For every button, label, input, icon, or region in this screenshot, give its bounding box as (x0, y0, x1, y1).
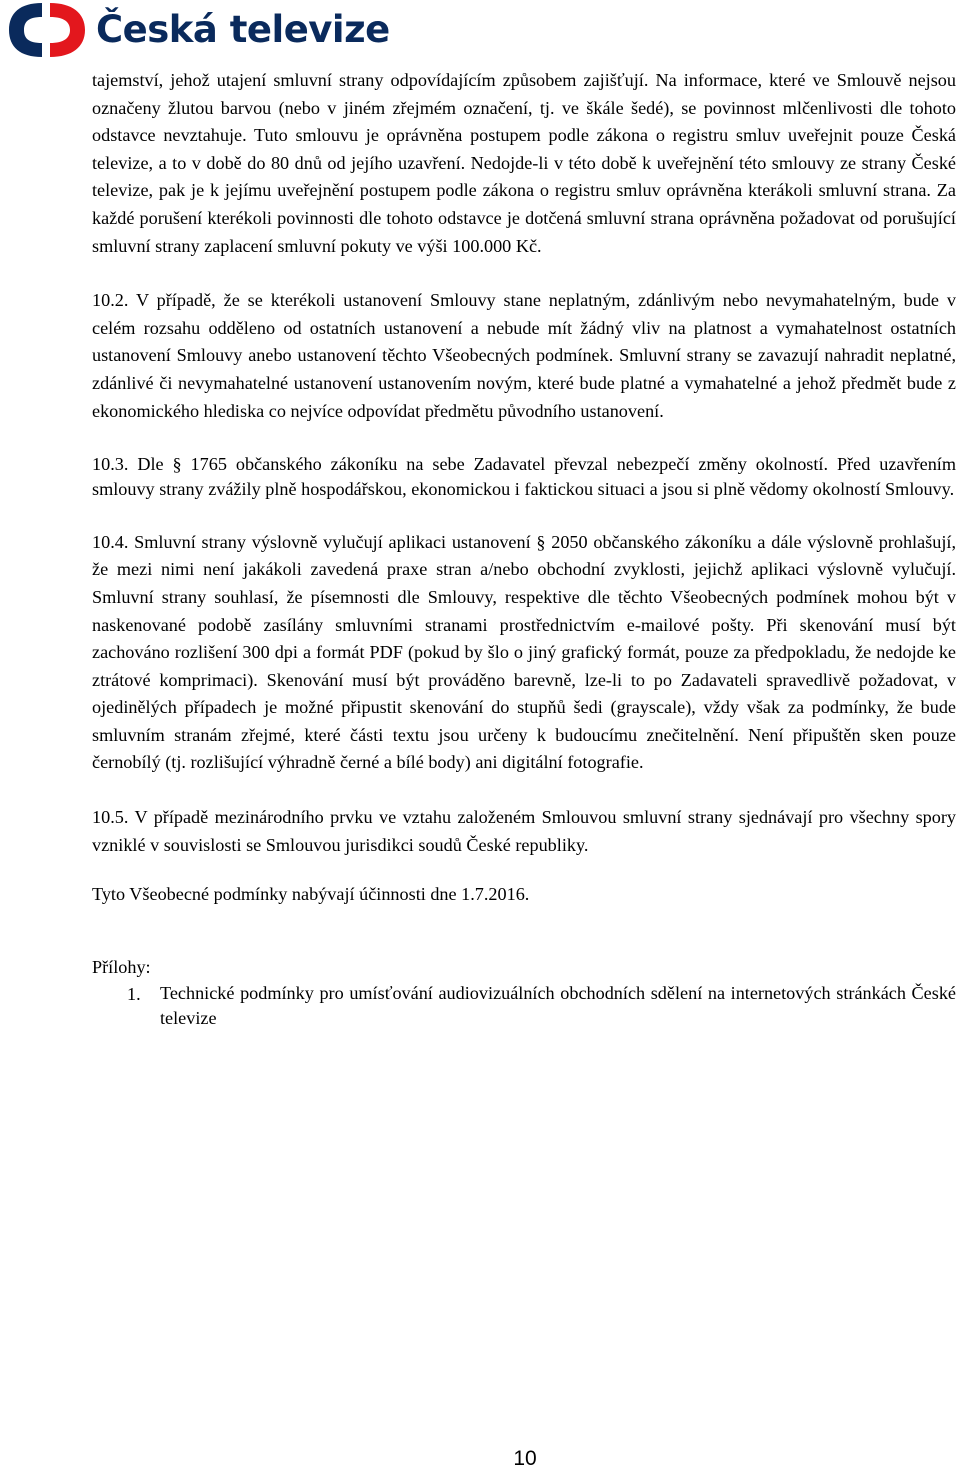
ceska-televize-logo (6, 1, 390, 59)
paragraph-10-4: 10.4. Smluvní strany výslovně vylučují aplikaci ustanovení § 2050 občanského zákoníku a dále výslovně prohlašují, že mezi nimi není jakákoli zavedená praxe stran a/nebo obchodní zvyklosti, jejichž aplikaci výslovně vylučují. Smluvní strany souhlasí, že písemnosti dle Smlouvy, respektive dle těchto Všeobecných podmínek mohou být v naskenované podobě zasílány smluvními stranami prostřednictvím e-mailové pošty. Při skenování musí být zachováno rozlišení 300 dpi a formát PDF (pokud by šlo o jiný grafický formát, pouze za předpokladu, že nedojde ke ztrátové komprimaci). Skenování musí být prováděno barevně, lze-li to po Zadavateli spravedlivě požadovat, v ojedinělých případech je možné připustit skenování do stupňů šedi (grayscale), vždy však za podmínky, že bude smluvním stranám zřejmé, které části textu jsou určeny k budoucímu znečitelnění. Není připuštěn sken pouze černobílý (tj. rozlišující výhradně černé a bílé body) ani digitální fotografie. (92, 531, 956, 773)
paragraph-10-5: 10.5. V případě mezinárodního prvku ve vztahu založeném Smlouvou smluvní strany sjednávají pro všechny spory vzniklé v souvislosti se Smlouvou jurisdikci soudů České republiky. (92, 807, 956, 855)
paragraph-10-3: 10.3. Dle § 1765 občanského zákoníku na sebe Zadavatel převzal nebezpečí změny okolností. Před uzavřením smlouvy strany zvážily plně hospodářskou, ekonomickou i faktickou situaci a jsou si plně vědomy okolností Smlouvy. (92, 454, 956, 499)
attachments-list (92, 981, 956, 1031)
attachments-heading: Přílohy: (92, 956, 151, 977)
attachment-text: Technické podmínky pro umísťování audiovizuálních obchodních sdělení na internetových stránkách České televize (160, 983, 956, 1029)
paragraph-10-2: 10.2. V případě, že se kterékoli ustanovení Smlouvy stane neplatným, zdánlivým nebo nevymahatelným, bude v celém rozsahu odděleno od ostatních ustanovení a nebude mít žádný vliv na platnost a vymahatelnost ostatních ustanovení Smlouvy anebo ustanovení těchto Všeobecných podmínek. Smluvní strany se zavazují nahradit neplatné, zdánlivé či nevymahatelné ustanovení ustanovením novým, které bude platné a vymahatelné a jehož předmět bude z ekonomického hlediska co nejvíce odpovídat předmětu původního ustanovení. (92, 290, 956, 421)
paragraph-continuation: tajemství, jehož utajení smluvní strany odpovídajícím způsobem zajišťují. Na informace, které ve Smlouvě nejsou označeny žlutou barvou (nebo v jiném zřejmém označení, tj. ve škále šedé), se povinnost mlčenlivosti dle tohoto odstavce nevztahuje. Tuto smlouvu je oprávněna postupem podle zákona o registru smluv uveřejnit pouze Česká televize, a to v době do 80 dnů od jejího uzavření. Nedojde-li v této době k uveřejnění této smlouvy ze strany České televize, pak je k jejímu uveřejnění postupem podle zákona o registru smluv oprávněna kterákoli smluvní strana. Za každé porušení kterékoli povinnosti dle tohoto odstavce je dotčená smluvní strana oprávněna požadovat od porušující smluvní strany zaplacení smluvní pokuty ve výši 100.000 Kč. (92, 70, 956, 256)
page-number: 10 (513, 1447, 537, 1470)
ct-logo-icon (6, 1, 88, 59)
effective-date-statement: Tyto Všeobecné podmínky nabývají účinnosti dne 1.7.2016. (92, 884, 530, 905)
attachment-item (92, 981, 956, 1031)
document-body (92, 67, 956, 1031)
attachment-number: 1. (127, 984, 141, 1005)
logo-wordmark: Česká televize (96, 7, 390, 51)
